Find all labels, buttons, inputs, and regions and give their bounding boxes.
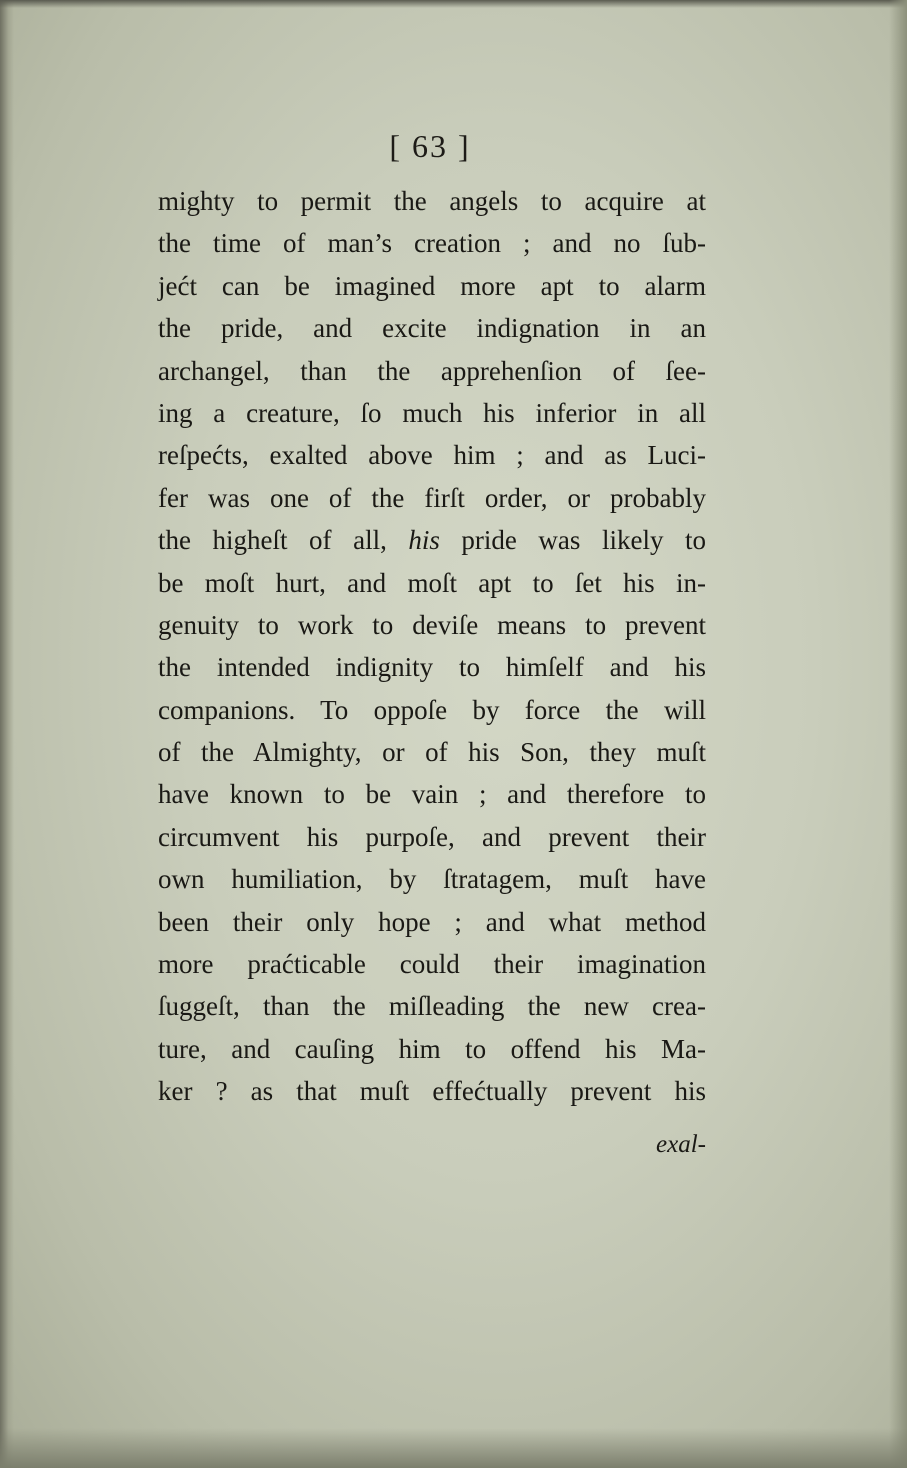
- text-line: ſuggeſt, than the miſleading the new crea-: [158, 991, 706, 1022]
- page-edge-right: [889, 0, 907, 1468]
- text-line: ing a creature, ſo much his inferior in all: [158, 397, 706, 428]
- text-line: the higheſt of all, his pride was likely to: [158, 525, 706, 556]
- body-text: [158, 180, 706, 1113]
- text-line: have known to be vain ; and therefore to: [158, 779, 706, 810]
- text-line: mighty to permit the angels to acquire at: [158, 186, 706, 216]
- text-line: archangel, than the apprehenſion of ſee-: [158, 355, 706, 386]
- text-line: genuity to work to deviſe means to prevent: [158, 609, 706, 640]
- text-line: more praćticable could their imagination: [158, 949, 706, 980]
- text-line: be moſt hurt, and moſt apt to ſet his in-: [158, 567, 706, 598]
- page-edge-left: [0, 0, 14, 1468]
- text-line: circumvent his purpoſe, and prevent their: [158, 821, 706, 852]
- text-line: ker ? as that muſt effećtually prevent his: [158, 1076, 706, 1107]
- text-line: the pride, and excite indignation in an: [158, 313, 706, 344]
- page-edge-bottom: [0, 1428, 907, 1468]
- page-edge-top: [0, 0, 907, 8]
- text-line: fer was one of the firſt order, or probably: [158, 482, 706, 513]
- text-line: the intended indignity to himſelf and his: [158, 652, 706, 683]
- emphasis-word: his: [408, 525, 440, 556]
- text-line: jećt can be imagined more apt to alarm: [158, 270, 706, 301]
- page-number: [ 63 ]: [389, 128, 471, 164]
- text-line: been their only hope ; and what method: [158, 906, 706, 937]
- text-line: the time of man’s creation ; and no ſub-: [158, 228, 706, 259]
- text-line: of the Almighty, or of his Son, they muſt: [158, 737, 706, 768]
- catchword: exal-: [656, 1131, 706, 1158]
- text-line: companions. To oppoſe by force the will: [158, 694, 706, 725]
- text-line: own humiliation, by ſtratagem, muſt have: [158, 864, 706, 895]
- text-line: reſpećts, exalted above him ; and as Luci-: [158, 440, 706, 471]
- text-line: ture, and cauſing him to offend his Ma-: [158, 1033, 706, 1064]
